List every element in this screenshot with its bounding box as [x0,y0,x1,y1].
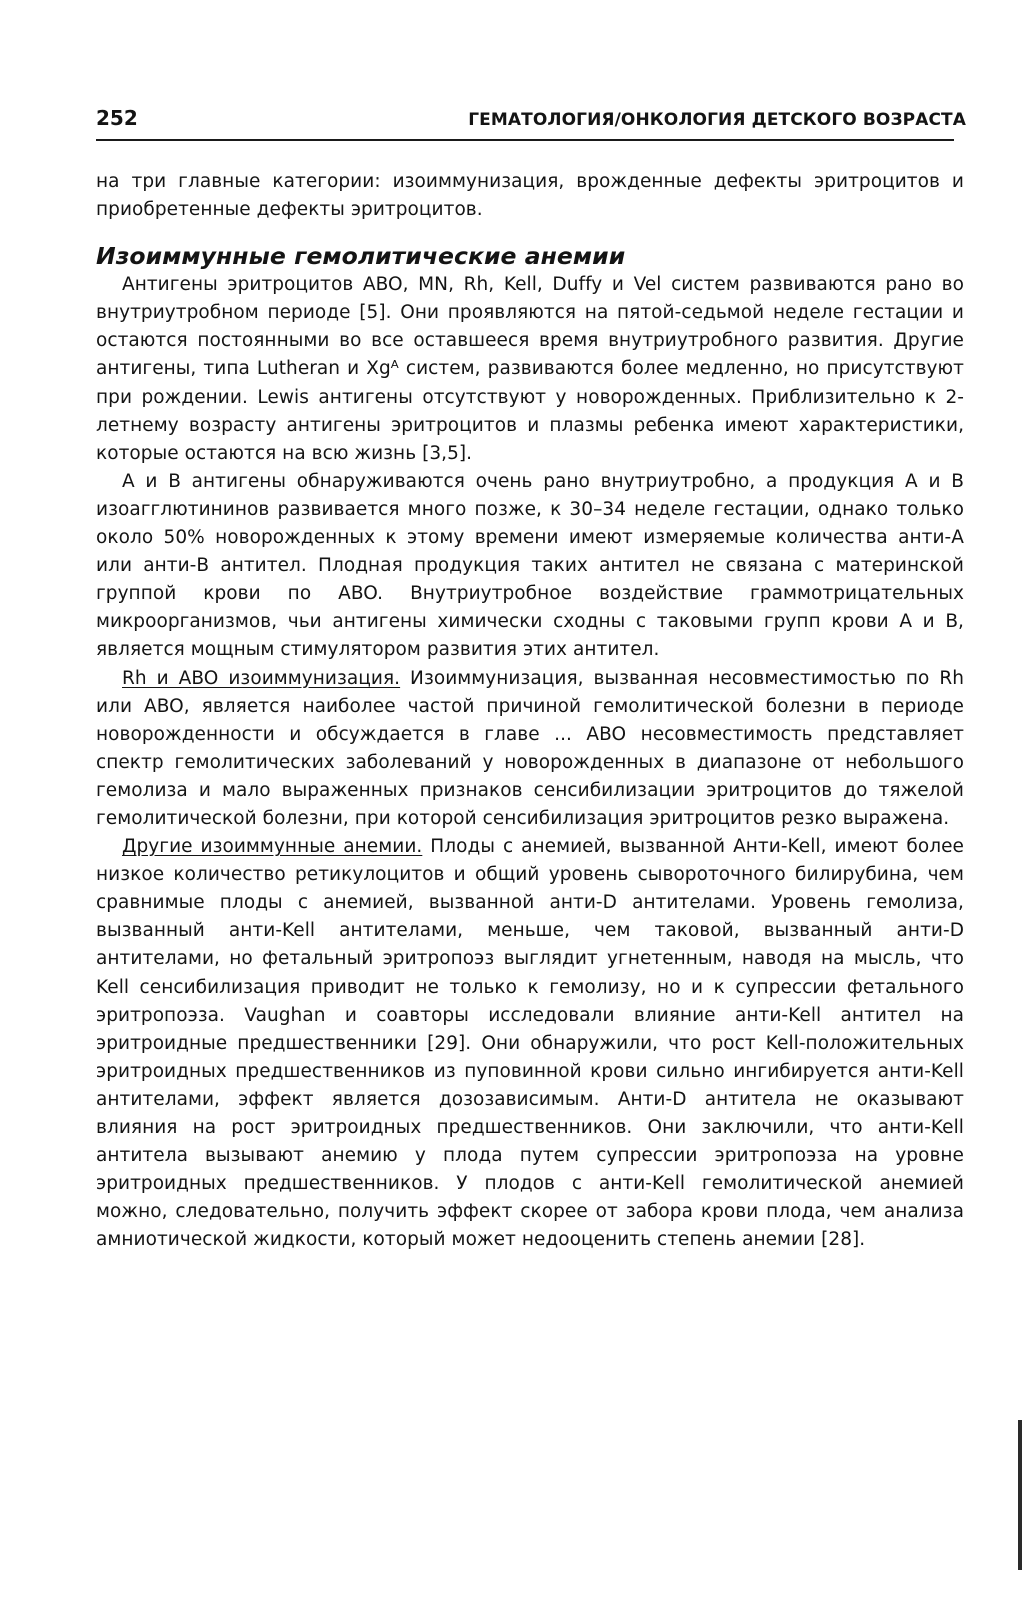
paragraph-other-anemias [96,833,964,1254]
paragraph-ab-antigens: А и В антигены обнаруживаются очень рано внутриутробно, а продукция А и В изоагглютининов развивается много позже, к 30–34 неделе гестации, однако только около 50% новорожденных к этому времени имеют измеряемые количества анти-А или анти-В антител. Плодная продукция таких антител не связана с материнской группой крови по ABO. Внутриутробное воздействие граммотрицательных микроорганизмов, чьи антигены химически сходны с таковыми групп крови А и В, является мощным стимулятором развития этих антител. [96,470,964,661]
scan-edge-mark [1018,1420,1022,1570]
paragraph-antigens: Антигены эритроцитов ABO, MN, Rh, Kell, Duffy и Vel систем развиваются рано во внутриутробном периоде [5]. Они проявляются на пятой-седьмой неделе гестации и остаются постоянными во все оставшееся время внутриутробного развития. Другие антигены, типа Lutheran и Xgᴬ систем, развиваются более медленно, но присутствуют при рождении. Lewis антигены отсутствуют у новорожденных. Приблизительно к 2-летнему возрасту антигены эритроцитов и плазмы ребенка имеют характеристики, которые остаются на всю жизнь [3,5]. [96,274,964,464]
run-in-heading-rh-abo: Rh и ABO изоиммунизация. [122,667,401,689]
header-rule [96,139,954,141]
run-in-heading-other-anemias: Другие изоиммунные анемии. [122,836,423,858]
page-number: 252 [96,106,138,130]
paragraph-rh-abo [96,665,964,834]
section-heading: Изоиммунные гемолитические анемии [96,242,626,271]
running-head [96,104,966,136]
running-title: ГЕМАТОЛОГИЯ/ОНКОЛОГИЯ ДЕТСКОГО ВОЗРАСТА [468,110,966,130]
paragraph-other-anemias-text: Плоды с анемией, вызванной Анти-Kell, имеют более низкое количество ретикулоцитов и общий уровень сывороточного билирубина, чем сравнимые плоды с анемией, вызванной анти-D антителами. Уровень гемолиза, вызванный анти-Kell антителами, меньше, чем таковой, вызванный анти-D антителами, но фетальный эритропоэз выглядит угнетенным, наводя на мысль, что Kell сенсибилизация приводит не только к гемолизу, но и к супрессии фетального эритропоэза. Vaughan и соавторы исследовали влияние анти-Kell антител на эритроидные предшественники [29]. Они обнаружили, что рост Kell-положительных эритроидных предшественников из пуповинной крови сильно ингибируется анти-Kell антителами, эффект является дозозависимым. Анти-D антитела не оказывают влияния на рост эритроидных предшественников. Они заключили, что анти-Kell антитела вызывают анемию у плода путем супрессии эритропоэза на уровне эритроидных предшественников. У плодов с анти-Kell гемолитической анемией можно, следовательно, получить эффект скорее от забора крови плода, чем анализа амниотической жидкости, который может недооценить степень анемии [28]. [96,836,964,1251]
paragraph-rh-abo-text: Изоиммунизация, вызванная несовместимостью по Rh или ABO, является наиболее частой причиной гемолитической болезни в периоде новорожденности и обсуждается в главе ... ABO несовместимость представляет спектр гемолитических заболеваний у новорожденных в диапазоне от небольшого гемолиза и мало выраженных признаков сенсибилизации эритроцитов до тяжелой гемолитической болезни, при которой сенсибилизация эритроцитов резко выражена. [96,667,964,829]
intro-paragraph: на три главные категории: изоиммунизация, врожденные дефекты эритроцитов и приобретенные дефекты эритроцитов. [96,171,964,221]
body-text [96,168,964,1254]
